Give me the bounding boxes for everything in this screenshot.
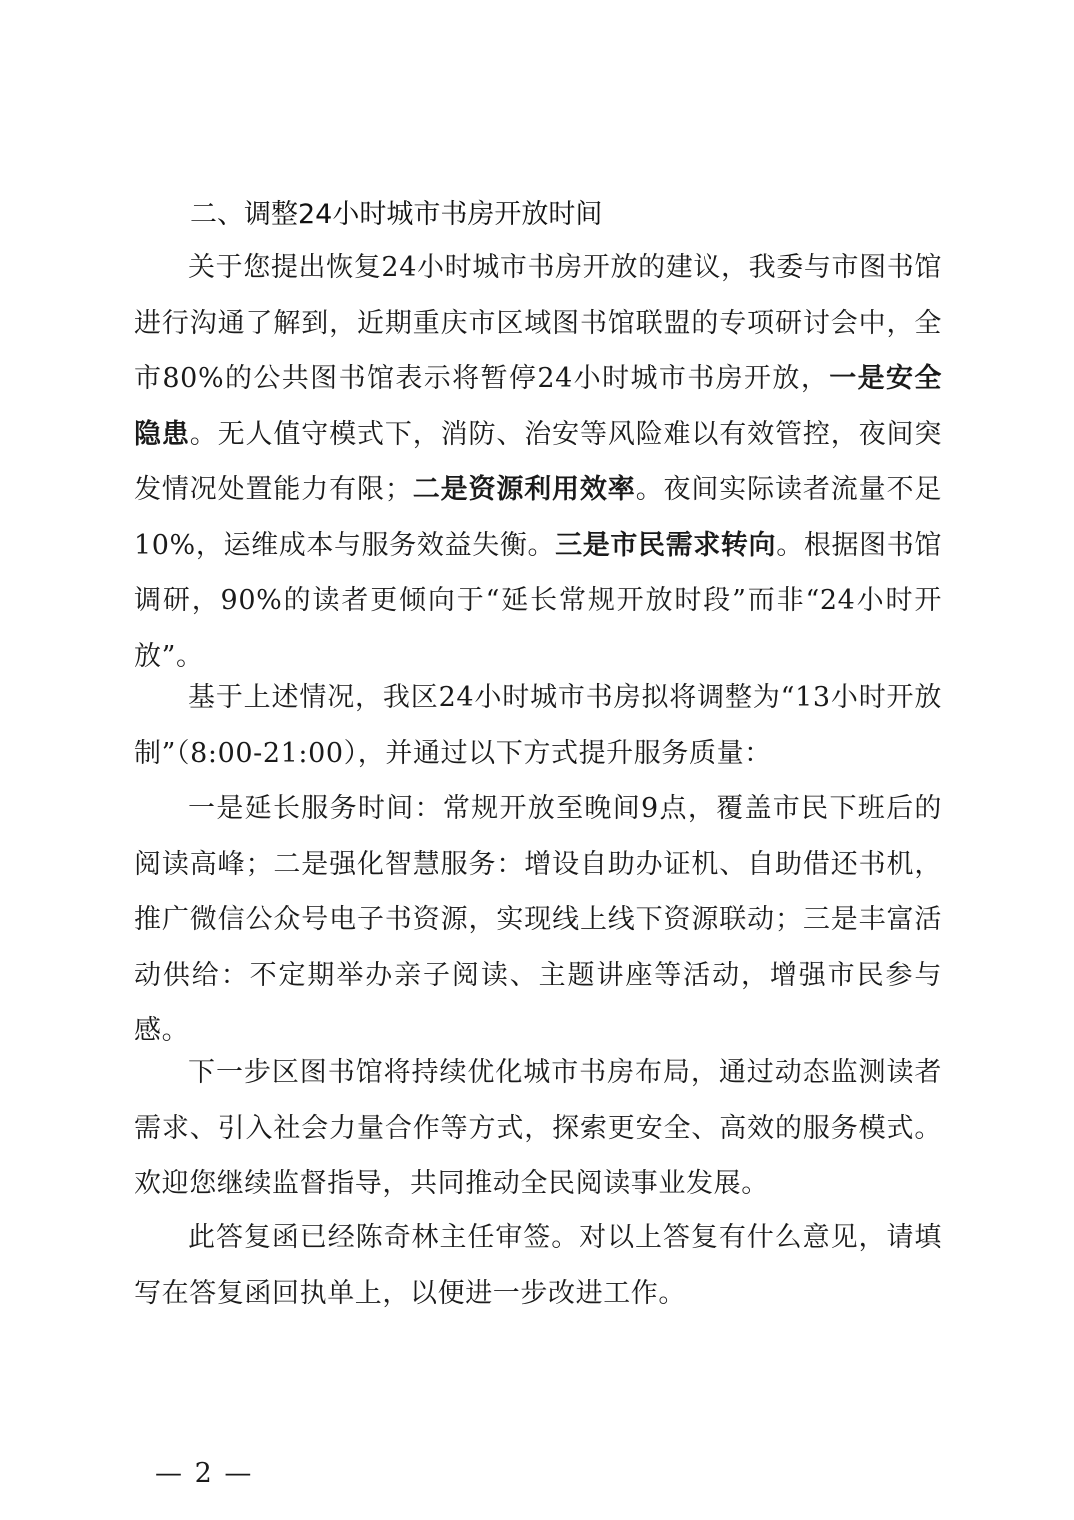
paragraph-closing: 此答复函已经陈奇林主任审签。对以上答复有什么意见，请填写在答复函回执单上，以便进一步改进工作。: [134, 1222, 942, 1309]
bold-point-efficiency: 二是资源利用效率: [412, 474, 636, 505]
paragraph-adjustment: 基于上述情况，我区24小时城市书房拟将调整为“13小时开放制”（8:00-21:00），并通过以下方式提升服务质量：: [134, 682, 942, 769]
page-number: — 2 —: [155, 1458, 254, 1489]
paragraph-text: 。夜间实际读者流量不足10%，运维成本与服务效益失衡。: [134, 474, 942, 561]
paragraph-service-measures: 一是延长服务时间：常规开放至晚间9点，覆盖市民下班后的阅读高峰；二是强化智慧服务：增设自助办证机、自助借还书机，推广微信公众号电子书资源，实现线上线下资源联动；三是丰富活动供给：不定期举办亲子阅读、主题讲座等活动，增强市民参与感。: [134, 793, 942, 1046]
bold-point-demand: 三是市民需求转向: [555, 529, 777, 561]
paragraph-next-steps: 下一步区图书馆将持续优化城市书房布局，通过动态监测读者需求、引入社会力量合作等方式，探索更安全、高效的服务模式。欢迎您继续监督指导，共同推动全民阅读事业发展。: [134, 1057, 942, 1199]
bold-point-safety: 一是安全隐患: [134, 363, 942, 450]
paragraph-text: 关于您提出恢复24小时城市书房开放的建议，我委与市图书馆进行沟通了解到，近期重庆市区域图书馆联盟的专项研讨会中，全市80%的公共图书馆表示将暂停24小时城市书房开放，: [134, 252, 942, 394]
paragraph-text: 。无人值守模式下，消防、治安等风险难以有效管控，夜间突发情况处置能力有限；: [134, 418, 942, 505]
paragraph-text: 。根据图书馆调研，90%的读者更倾向于“延长常规开放时段”而非“24小时开放”。: [134, 529, 942, 672]
section-heading: 二、调整24小时城市书房开放时间: [190, 199, 603, 230]
paragraph-suggestion-response: [134, 240, 942, 684]
